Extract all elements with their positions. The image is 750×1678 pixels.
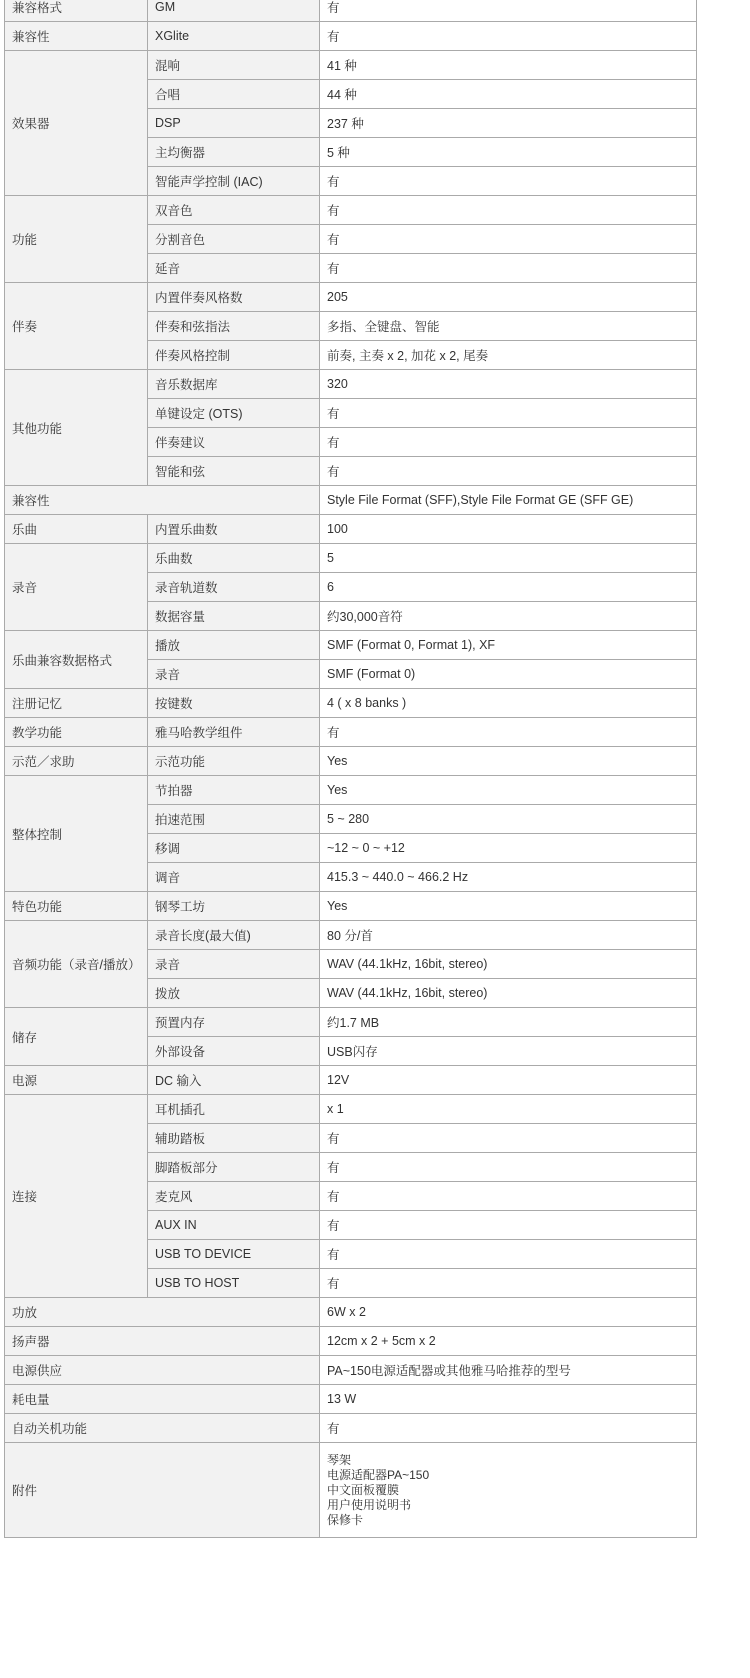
value-cell: 有 (320, 1269, 697, 1298)
value-cell: 有 (320, 254, 697, 283)
value-cell: 有 (320, 225, 697, 254)
value-cell: Yes (320, 892, 697, 921)
item-cell: XGlite (148, 22, 320, 51)
category-cell: 电源供应 (5, 1356, 320, 1385)
table-row (5, 921, 697, 950)
value-cell: 有 (320, 718, 697, 747)
item-cell: 延音 (148, 254, 320, 283)
category-cell: 耗电量 (5, 1385, 320, 1414)
value-cell: 有 (320, 0, 697, 22)
table-row (5, 1356, 697, 1385)
value-cell: WAV (44.1kHz, 16bit, stereo) (320, 979, 697, 1008)
accessory-item: 用户使用说明书 (327, 1497, 412, 1512)
item-cell: 麦克风 (148, 1182, 320, 1211)
item-cell: 拍速范围 (148, 805, 320, 834)
value-cell: 5 ~ 280 (320, 805, 697, 834)
value-cell: Yes (320, 747, 697, 776)
table-row (5, 1414, 697, 1443)
spec-table (4, 0, 697, 1538)
table-row (5, 689, 697, 718)
item-cell: 播放 (148, 631, 320, 660)
table-row (5, 0, 697, 22)
item-cell: 音乐数据库 (148, 370, 320, 399)
table-row (5, 1298, 697, 1327)
accessory-item: 保修卡 (327, 1512, 364, 1527)
value-cell: 有 (320, 22, 697, 51)
item-cell: DC 输入 (148, 1066, 320, 1095)
table-row (5, 718, 697, 747)
category-cell: 教学功能 (5, 718, 148, 747)
table-row (5, 631, 697, 660)
item-cell: 录音 (148, 950, 320, 979)
value-cell: 有 (320, 1124, 697, 1153)
item-cell: 内置伴奏风格数 (148, 283, 320, 312)
accessory-item: 中文面板覆膜 (327, 1482, 400, 1497)
value-cell: 320 (320, 370, 697, 399)
item-cell: 内置乐曲数 (148, 515, 320, 544)
value-cell: ~12 ~ 0 ~ +12 (320, 834, 697, 863)
category-cell: 乐曲 (5, 515, 148, 544)
category-cell: 电源 (5, 1066, 148, 1095)
value-cell: 有 (320, 1240, 697, 1269)
value-cell: 237 种 (320, 109, 697, 138)
value-cell: 有 (320, 1414, 697, 1443)
value-cell: SMF (Format 0, Format 1), XF (320, 631, 697, 660)
value-cell: 有 (320, 428, 697, 457)
value-cell: 5 种 (320, 138, 697, 167)
category-cell: 效果器 (5, 51, 148, 196)
table-row (5, 1066, 697, 1095)
table-row (5, 1095, 697, 1124)
value-cell: 约30,000音符 (320, 602, 697, 631)
table-row (5, 486, 697, 515)
value-cell: x 1 (320, 1095, 697, 1124)
table-row (5, 1327, 697, 1356)
value-cell: SMF (Format 0) (320, 660, 697, 689)
table-row (5, 776, 697, 805)
value-cell: 有 (320, 1182, 697, 1211)
table-row (5, 196, 697, 225)
value-cell: 有 (320, 1153, 697, 1182)
value-cell: 6 (320, 573, 697, 602)
item-cell: 单键设定 (OTS) (148, 399, 320, 428)
item-cell: 合唱 (148, 80, 320, 109)
table-row (5, 51, 697, 80)
table-row (5, 892, 697, 921)
category-cell: 储存 (5, 1008, 148, 1066)
value-cell: 12V (320, 1066, 697, 1095)
item-cell: 伴奏建议 (148, 428, 320, 457)
item-cell: 伴奏和弦指法 (148, 312, 320, 341)
value-cell: 前奏, 主奏 x 2, 加花 x 2, 尾奏 (320, 341, 697, 370)
table-row (5, 515, 697, 544)
item-cell: 按键数 (148, 689, 320, 718)
table-row (5, 370, 697, 399)
category-cell: 录音 (5, 544, 148, 631)
table-row (5, 1443, 697, 1538)
value-cell: 205 (320, 283, 697, 312)
value-cell: 5 (320, 544, 697, 573)
item-cell: 数据容量 (148, 602, 320, 631)
item-cell: 钢琴工坊 (148, 892, 320, 921)
item-cell: 智能声学控制 (IAC) (148, 167, 320, 196)
value-cell: 有 (320, 196, 697, 225)
category-cell: 其他功能 (5, 370, 148, 486)
item-cell: 脚踏板部分 (148, 1153, 320, 1182)
item-cell: 外部设备 (148, 1037, 320, 1066)
value-cell: 44 种 (320, 80, 697, 109)
value-cell: 6W x 2 (320, 1298, 697, 1327)
category-cell: 功放 (5, 1298, 320, 1327)
value-cell: 415.3 ~ 440.0 ~ 466.2 Hz (320, 863, 697, 892)
item-cell: 辅助踏板 (148, 1124, 320, 1153)
table-row (5, 747, 697, 776)
value-cell: 有 (320, 167, 697, 196)
accessories-cell (320, 1443, 697, 1538)
category-cell: 伴奏 (5, 283, 148, 370)
table-row (5, 22, 697, 51)
value-cell: Style File Format (SFF),Style File Format GE (SFF GE) (320, 486, 697, 515)
item-cell: 双音色 (148, 196, 320, 225)
category-cell: 连接 (5, 1095, 148, 1298)
item-cell: 预置内存 (148, 1008, 320, 1037)
item-cell: 示范功能 (148, 747, 320, 776)
item-cell: 节拍器 (148, 776, 320, 805)
item-cell: 智能和弦 (148, 457, 320, 486)
item-cell: DSP (148, 109, 320, 138)
value-cell: 有 (320, 1211, 697, 1240)
value-cell: WAV (44.1kHz, 16bit, stereo) (320, 950, 697, 979)
value-cell: Yes (320, 776, 697, 805)
value-cell: 12cm x 2 + 5cm x 2 (320, 1327, 697, 1356)
category-cell: 整体控制 (5, 776, 148, 892)
category-cell: 注册记忆 (5, 689, 148, 718)
item-cell: 伴奏风格控制 (148, 341, 320, 370)
table-row (5, 544, 697, 573)
category-cell: 兼容性 (5, 486, 320, 515)
category-cell: 功能 (5, 196, 148, 283)
table-row (5, 1385, 697, 1414)
accessory-item: 琴架 (327, 1452, 352, 1467)
item-cell: 分割音色 (148, 225, 320, 254)
item-cell: GM (148, 0, 320, 22)
category-cell: 兼容格式 (5, 0, 148, 22)
category-cell: 附件 (5, 1443, 320, 1538)
value-cell: 13 W (320, 1385, 697, 1414)
item-cell: 拨放 (148, 979, 320, 1008)
category-cell: 示范／求助 (5, 747, 148, 776)
category-cell: 特色功能 (5, 892, 148, 921)
value-cell: 多指、全键盘、智能 (320, 312, 697, 341)
value-cell: 80 分/首 (320, 921, 697, 950)
value-cell: 4 ( x 8 banks ) (320, 689, 697, 718)
value-cell: 有 (320, 457, 697, 486)
item-cell: 乐曲数 (148, 544, 320, 573)
item-cell: USB TO HOST (148, 1269, 320, 1298)
item-cell: 雅马哈教学组件 (148, 718, 320, 747)
category-cell: 扬声器 (5, 1327, 320, 1356)
item-cell: 耳机插孔 (148, 1095, 320, 1124)
item-cell: 调音 (148, 863, 320, 892)
item-cell: USB TO DEVICE (148, 1240, 320, 1269)
value-cell: 41 种 (320, 51, 697, 80)
value-cell: USB闪存 (320, 1037, 697, 1066)
table-row (5, 283, 697, 312)
value-cell: PA~150电源适配器或其他雅马哈推荐的型号 (320, 1356, 697, 1385)
item-cell: 主均衡器 (148, 138, 320, 167)
item-cell: 录音轨道数 (148, 573, 320, 602)
item-cell: 移调 (148, 834, 320, 863)
table-row (5, 1008, 697, 1037)
category-cell: 音频功能（录音/播放） (5, 921, 148, 1008)
value-cell: 100 (320, 515, 697, 544)
item-cell: AUX IN (148, 1211, 320, 1240)
value-cell: 有 (320, 399, 697, 428)
category-cell: 乐曲兼容数据格式 (5, 631, 148, 689)
category-cell: 自动关机功能 (5, 1414, 320, 1443)
category-cell: 兼容性 (5, 22, 148, 51)
item-cell: 录音长度(最大值) (148, 921, 320, 950)
accessory-item: 电源适配器PA~150 (327, 1467, 430, 1482)
item-cell: 混响 (148, 51, 320, 80)
item-cell: 录音 (148, 660, 320, 689)
value-cell: 约1.7 MB (320, 1008, 697, 1037)
